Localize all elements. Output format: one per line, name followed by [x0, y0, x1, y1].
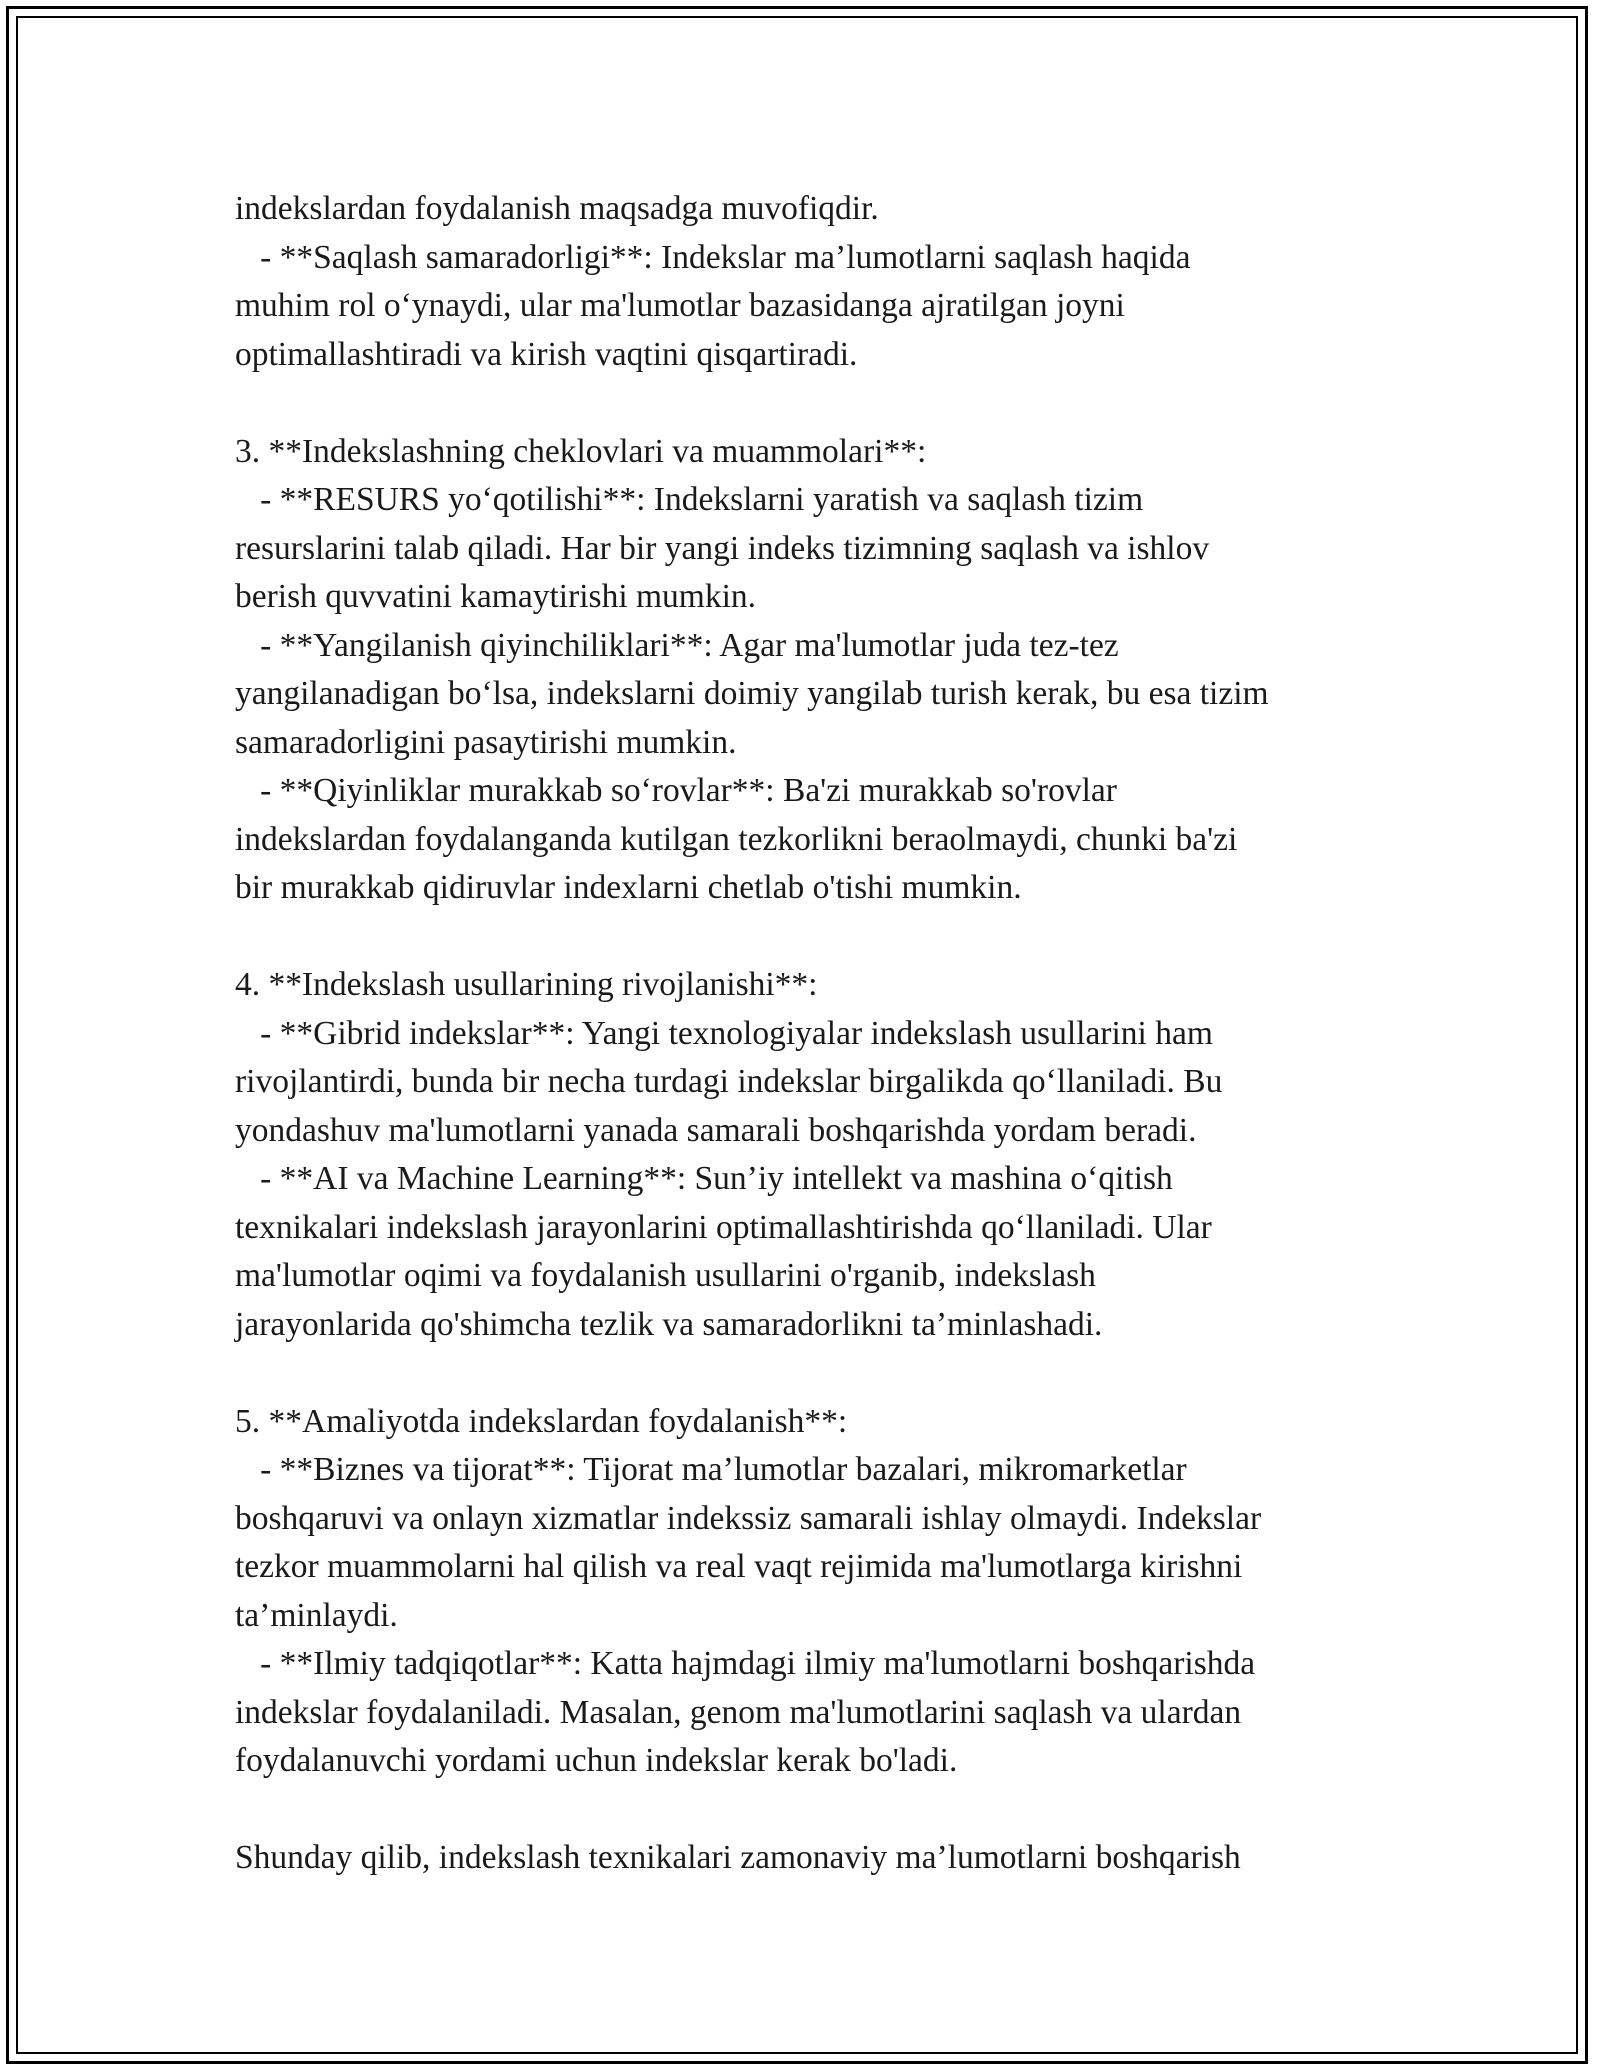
text-line: ma'lumotlar oqimi va foydalanish usullarini o'rganib, indekslash: [235, 1257, 1096, 1294]
text-line: - **Ilmiy tadqiqotlar**: Katta hajmdagi ilmiy ma'lumotlarni boshqarishda: [235, 1645, 1256, 1682]
text-line: texnikalari indekslash jarayonlarini optimallashtirishda qo‘llaniladi. Ular: [235, 1208, 1212, 1246]
text-line: - **RESURS yo‘qotilishi**: Indekslarni yaratish va saqlash tizim: [235, 481, 1144, 518]
text-line: indekslardan foydalanish maqsadga muvofiqdir.: [235, 190, 879, 227]
text-line: berish quvvatini kamaytirishi mumkin.: [235, 578, 757, 615]
text-line: boshqaruvi va onlayn xizmatlar indekssiz samarali ishlay olmaydi. Indekslar: [235, 1499, 1262, 1537]
text-line: resurslarini talab qiladi. Har bir yangi indeks tizimning saqlash va ishlov: [235, 529, 1210, 567]
text-line: muhim rol o‘ynaydi, ular ma'lumotlar bazasidanga ajratilgan joyni: [235, 287, 1125, 324]
text-line: jarayonlarida qo'shimcha tezlik va samaradorlikni ta’minlashadi.: [235, 1305, 1103, 1343]
text-line: - **Yangilanish qiyinchiliklari**: Agar ma'lumotlar juda tez-tez: [235, 626, 1119, 664]
text-line: indekslardan foydalanganda kutilgan tezkorlikni beraolmaydi, chunki ba'zi: [235, 820, 1238, 858]
text-line: - **Gibrid indekslar**: Yangi texnologiyalar indekslash usullarini ham: [235, 1014, 1213, 1052]
text-line: - **AI va Machine Learning**: Sun’iy intellekt va mashina o‘qitish: [235, 1160, 1173, 1197]
text-line: tezkor muammolarni hal qilish va real vaqt rejimida ma'lumotlarga kirishni: [235, 1548, 1243, 1585]
text-line: - **Biznes va tijorat**: Tijorat ma’lumotlar bazalari, mikromarketlar: [235, 1451, 1187, 1488]
text-line: optimallashtiradi va kirish vaqtini qisqartiradi.: [235, 335, 858, 373]
text-line: 4. **Indekslash usullarining rivojlanishi**:: [235, 966, 818, 1003]
text-line: - **Saqlash samaradorligi**: Indekslar ma’lumotlarni saqlash haqida: [235, 238, 1191, 276]
text-line: rivojlantirdi, bunda bir necha turdagi indekslar birgalikda qo‘llaniladi. Bu: [235, 1063, 1223, 1100]
text-line: indekslar foydalaniladi. Masalan, genom ma'lumotlarini saqlash va ulardan: [235, 1693, 1242, 1731]
text-line: - **Qiyinliklar murakkab so‘rovlar**: Ba'zi murakkab so'rovlar: [235, 772, 1117, 809]
text-line: yangilanadigan bo‘lsa, indekslarni doimiy yangilab turish kerak, bu esa tizim: [235, 675, 1269, 712]
blank-line: [235, 1349, 1415, 1398]
text-line: Shunday qilib, indekslash texnikalari zamonaviy ma’lumotlarni boshqarish: [235, 1839, 1241, 1876]
blank-line: [235, 913, 1415, 962]
text-line: yondashuv ma'lumotlarni yanada samarali boshqarishda yordam beradi.: [235, 1111, 1197, 1149]
text-line: 5. **Amaliyotda indekslardan foydalanish**:: [235, 1402, 848, 1440]
text-line: ta’minlaydi.: [235, 1596, 398, 1634]
text-line: samaradorligini pasaytirishi mumkin.: [235, 723, 737, 761]
blank-line: [235, 379, 1415, 428]
text-line: foydalanuvchi yordami uchun indekslar kerak bo'ladi.: [235, 1742, 958, 1779]
text-line: bir murakkab qidiruvlar indexlarni chetlab o'tishi mumkin.: [235, 869, 1022, 906]
blank-line: [235, 1786, 1415, 1835]
document-body: [235, 185, 1415, 1883]
text-line: 3. **Indekslashning cheklovlari va muammolari**:: [235, 432, 927, 470]
